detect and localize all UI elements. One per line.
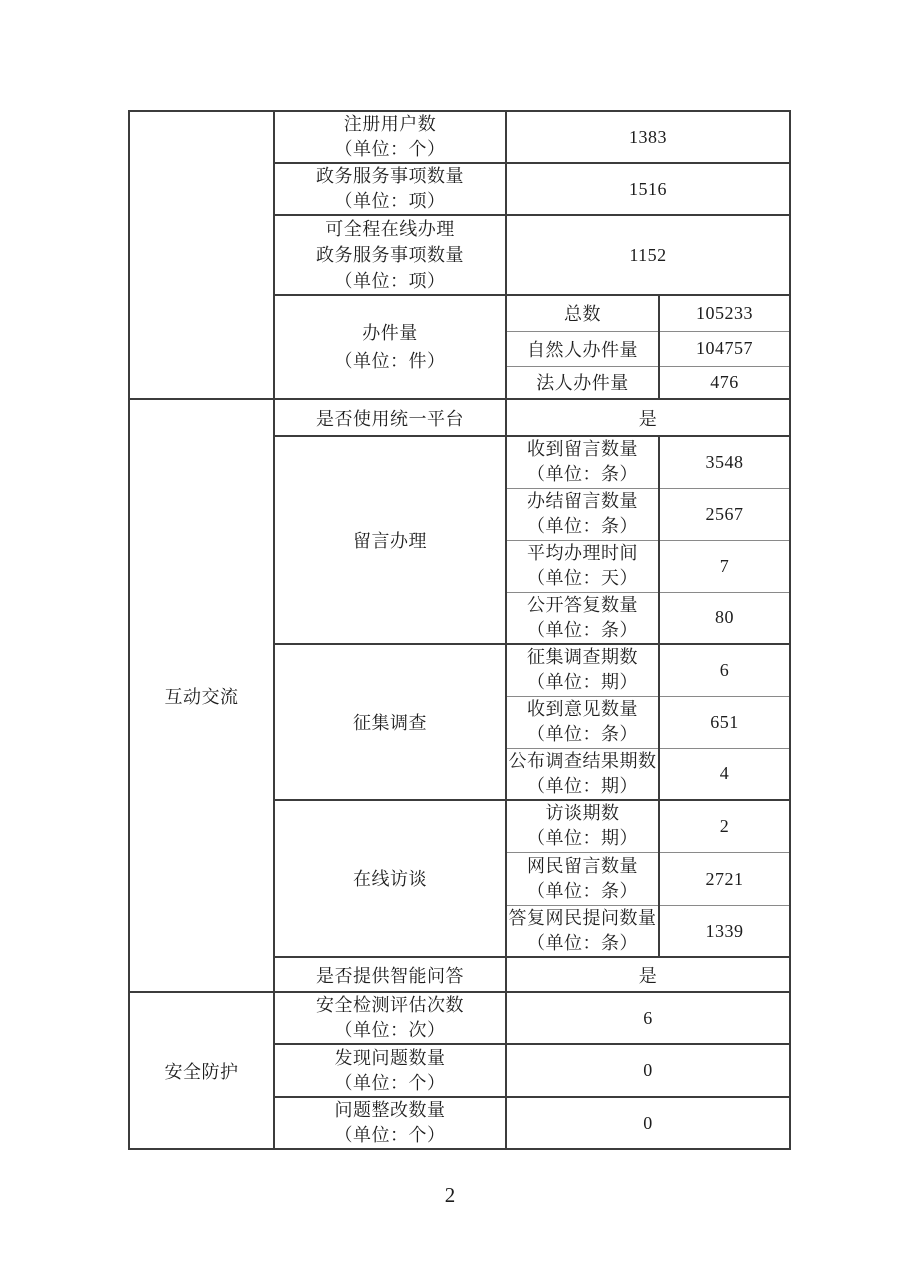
public-replies-label-cell: [506, 592, 659, 644]
caseload-label-cell: [274, 295, 506, 399]
interview-group-cell: 在线访谈: [274, 800, 506, 958]
service-items-label-cell: [274, 163, 506, 215]
label-line: 平均办理时间: [527, 543, 638, 563]
public-replies-value-cell: 80: [659, 592, 790, 644]
label-line: 办结留言数量: [527, 491, 638, 511]
security-assessments-value-cell: 6: [506, 992, 790, 1044]
netizen-messages-value-cell: 2721: [659, 853, 790, 906]
label-line: 政务服务事项数量: [316, 166, 464, 186]
unit-line: （单位：次）: [334, 1020, 446, 1040]
caseload-total-label-cell: 总数: [506, 295, 659, 331]
caseload-natural-person-value-cell: 104757: [659, 331, 790, 366]
messages-received-value-cell: 3548: [659, 436, 790, 488]
label-line: 访谈期数: [545, 803, 620, 824]
online-service-items-value-cell: 1152: [506, 215, 790, 295]
caseload-natural-person-label-cell: 自然人办件量: [506, 331, 659, 366]
unit-line: （单位：件）: [334, 351, 446, 371]
avg-handling-time-label-cell: [506, 540, 659, 592]
registered-users-label-cell: [274, 111, 506, 163]
label-line: 注册用户数: [343, 114, 437, 134]
category-security-cell: 安全防护: [129, 992, 274, 1149]
problems-fixed-label-cell: [274, 1097, 506, 1149]
unit-line: （单位：个）: [334, 1125, 446, 1145]
caseload-legal-person-value-cell: 476: [659, 366, 790, 399]
label-line: 问题整改数量: [334, 1100, 446, 1120]
survey-group-cell: 征集调查: [274, 644, 506, 800]
interview-issues-label-cell: [506, 800, 659, 853]
avg-handling-time-value-cell: 7: [659, 540, 790, 592]
report-table: [128, 110, 791, 1150]
unit-line: （单位：条）: [527, 464, 638, 485]
label-line: 公开答复数量: [527, 594, 638, 615]
survey-results-label-cell: [506, 748, 659, 800]
messages-resolved-value-cell: 2567: [659, 488, 790, 540]
opinions-received-label-cell: [506, 696, 659, 748]
label-line: 公布调查结果期数: [508, 750, 657, 771]
unit-line: （单位：个）: [334, 139, 446, 159]
unit-line: （单位：条）: [527, 881, 638, 901]
label-line: 可全程在线办理: [325, 219, 455, 239]
caseload-total-value-cell: 105233: [659, 295, 790, 331]
page-number: 2: [444, 1183, 456, 1207]
messages-received-label-cell: [506, 436, 659, 488]
label-line: 安全检测评估次数: [316, 995, 464, 1015]
category-interaction-cell: 互动交流: [129, 399, 274, 992]
label-line: 答复网民提问数量: [508, 908, 657, 928]
online-service-items-label-cell: [274, 215, 506, 295]
label-line: 征集调查期数: [527, 647, 638, 668]
unit-line: （单位：个）: [334, 1072, 446, 1093]
unit-line: （单位：项）: [334, 191, 446, 211]
unit-line: （单位：条）: [527, 724, 638, 744]
unit-line: （单位：条）: [527, 516, 638, 536]
unified-platform-value-cell: 是: [506, 399, 790, 436]
label-line: 网民留言数量: [527, 856, 638, 876]
problems-found-value-cell: 0: [506, 1044, 790, 1097]
messages-resolved-label-cell: [506, 488, 659, 540]
label-line: 办件量: [362, 323, 418, 343]
netizen-messages-label-cell: [506, 853, 659, 906]
unit-line: （单位：项）: [334, 271, 446, 291]
unit-line: （单位：期）: [527, 828, 638, 849]
category-blank-cell: [129, 111, 274, 399]
smart-qa-label-cell: 是否提供智能问答: [274, 957, 506, 992]
label-line: 政务服务事项数量: [316, 245, 464, 265]
smart-qa-value-cell: 是: [506, 957, 790, 992]
survey-issues-value-cell: 6: [659, 644, 790, 696]
opinions-received-value-cell: 651: [659, 696, 790, 748]
survey-issues-label-cell: [506, 644, 659, 696]
message-handling-group-cell: 留言办理: [274, 436, 506, 644]
problems-fixed-value-cell: 0: [506, 1097, 790, 1149]
label-line: 发现问题数量: [334, 1047, 446, 1068]
label-line: 收到意见数量: [527, 699, 638, 719]
survey-results-value-cell: 4: [659, 748, 790, 800]
unit-line: （单位：期）: [527, 672, 638, 693]
caseload-legal-person-label-cell: 法人办件量: [506, 366, 659, 399]
unit-line: （单位：条）: [527, 619, 638, 640]
unit-line: （单位：天）: [527, 568, 638, 588]
unit-line: （单位：期）: [527, 775, 638, 796]
registered-users-value-cell: 1383: [506, 111, 790, 163]
netizen-replies-label-cell: [506, 906, 659, 958]
service-items-value-cell: 1516: [506, 163, 790, 215]
problems-found-label-cell: [274, 1044, 506, 1097]
interview-issues-value-cell: 2: [659, 800, 790, 853]
netizen-replies-value-cell: 1339: [659, 906, 790, 958]
unified-platform-label-cell: 是否使用统一平台: [274, 399, 506, 436]
unit-line: （单位：条）: [527, 933, 638, 953]
security-assessments-label-cell: [274, 992, 506, 1044]
label-line: 收到留言数量: [527, 439, 638, 460]
